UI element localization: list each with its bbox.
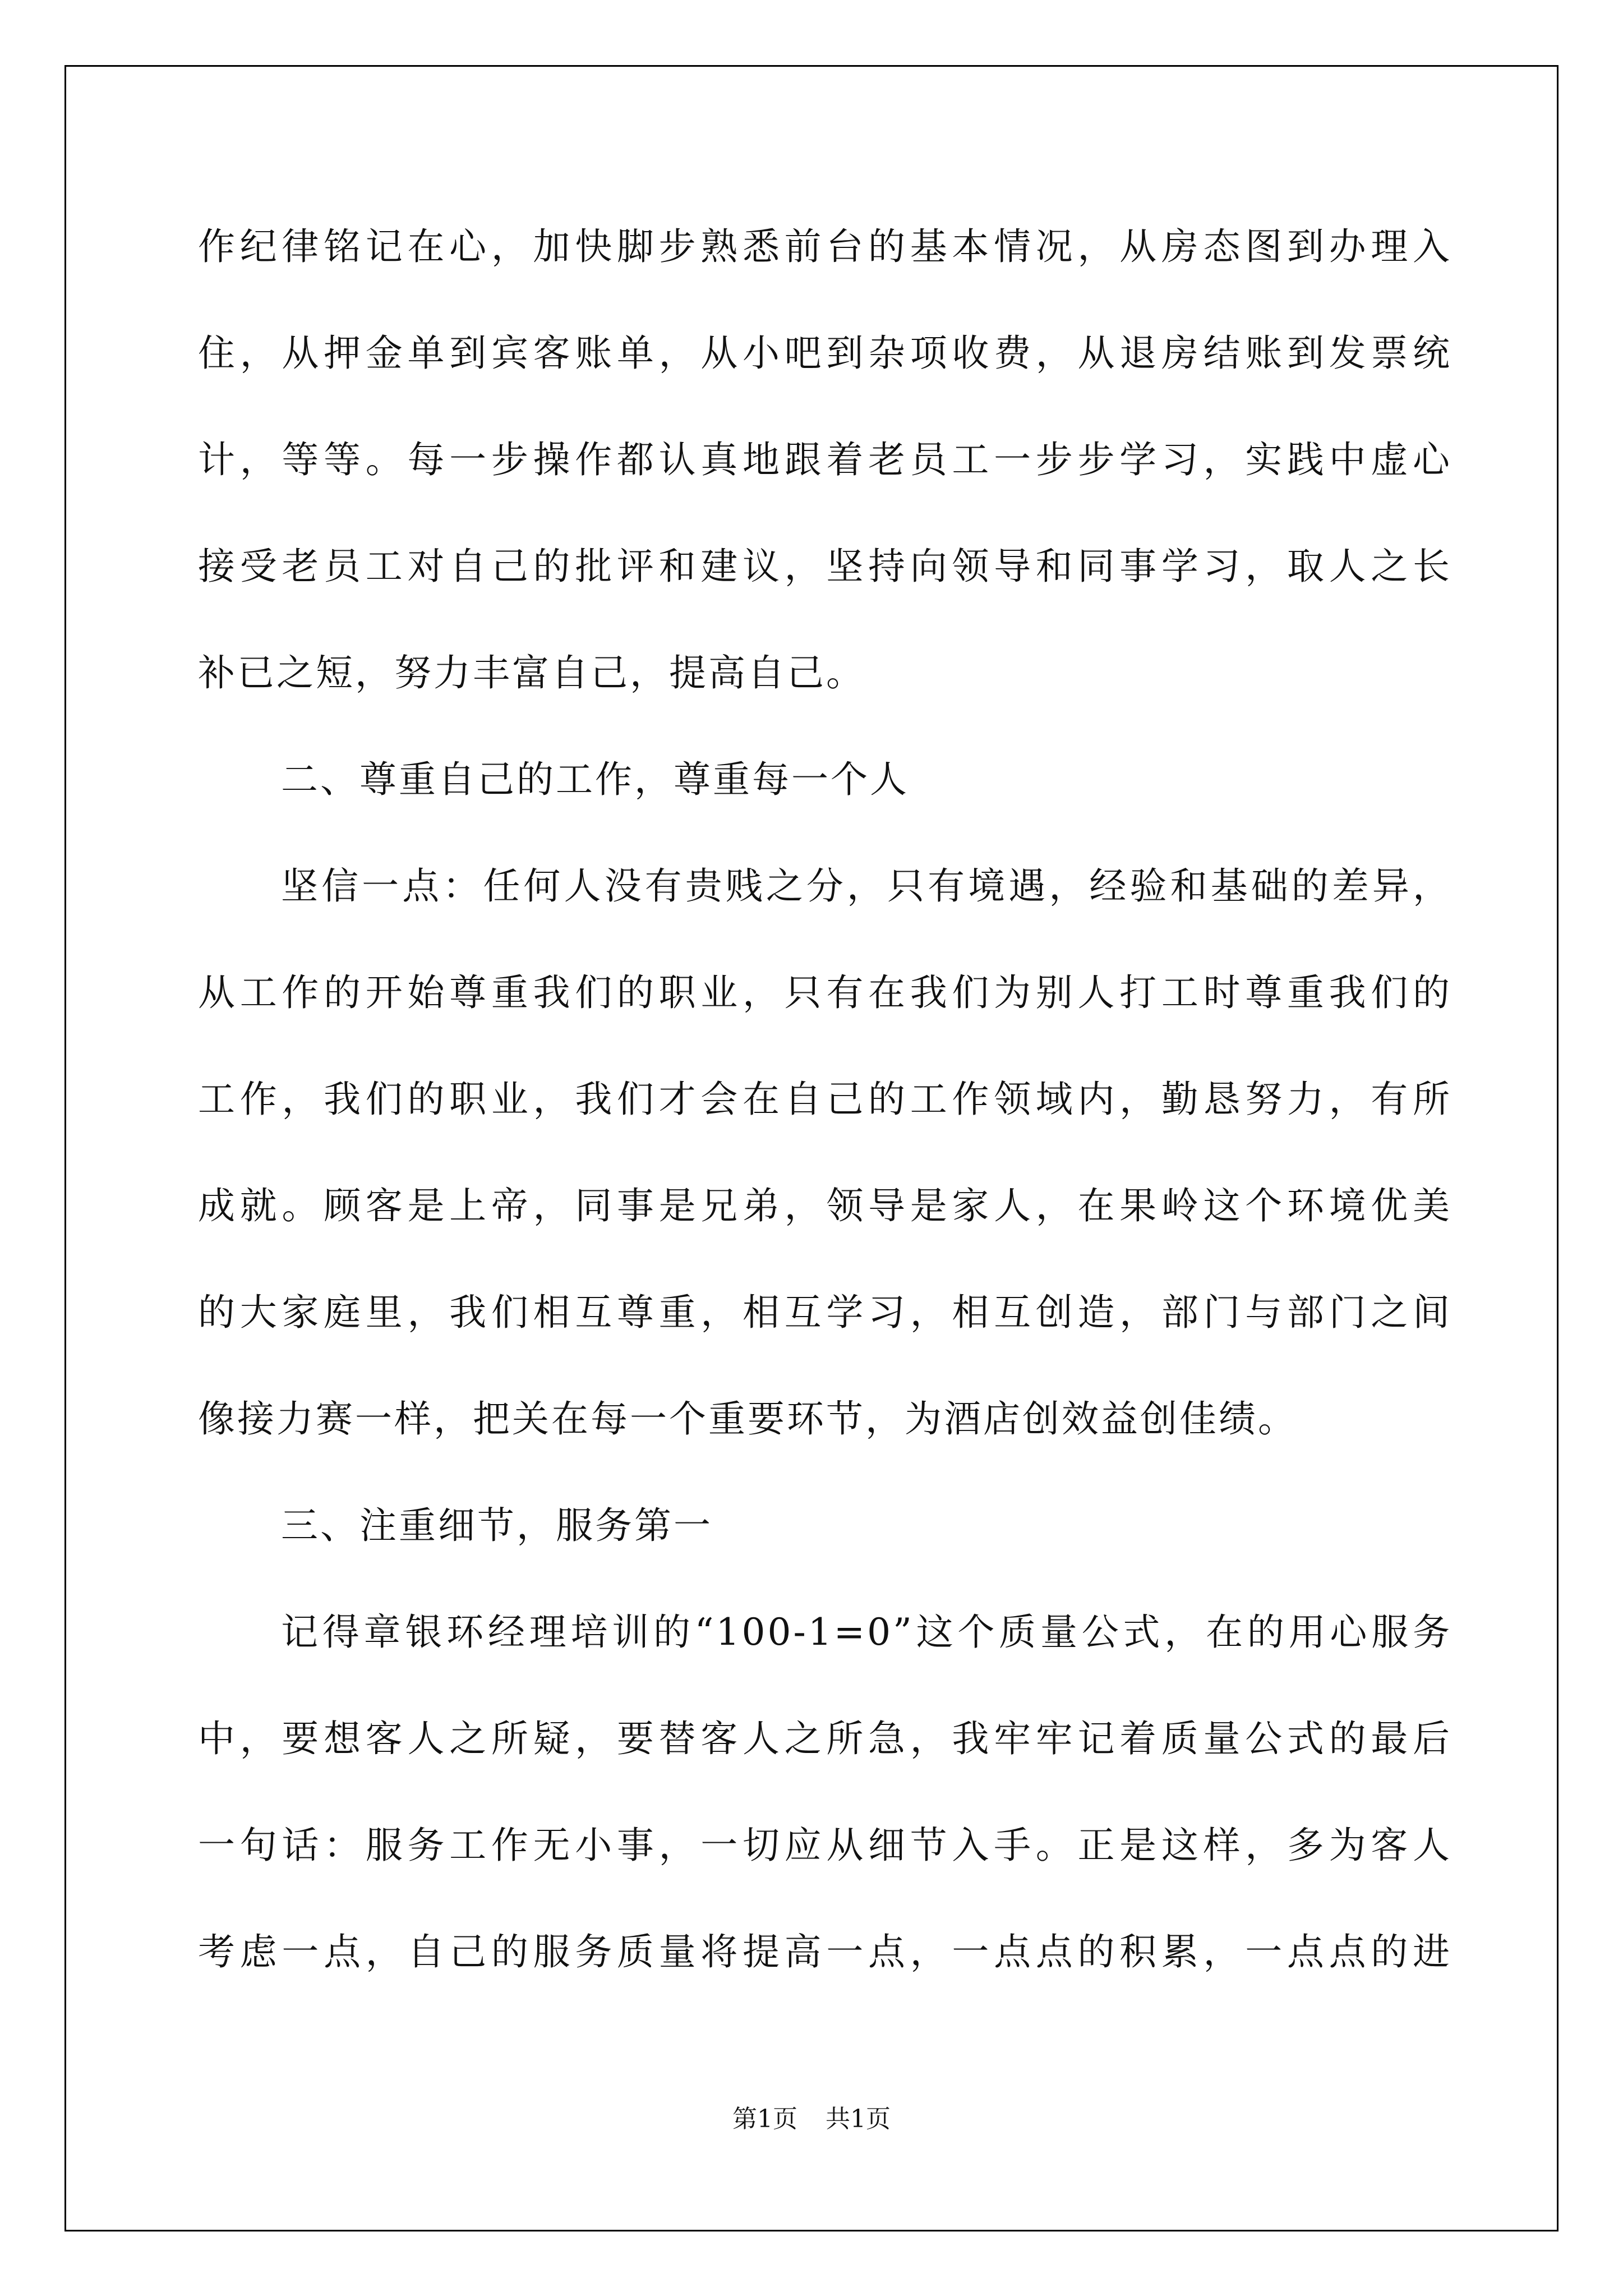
page-number-total: 共1页 — [826, 2105, 891, 2133]
document-body — [198, 194, 1452, 2005]
text-line: 考虑一点，自己的服务质量将提高一点，一点点的积累，一点点的进 — [198, 1930, 1452, 1973]
text-line: 中，要想客人之所疑，要替客人之所急，我牢牢记着质量公式的最后 — [198, 1717, 1452, 1760]
text-line: 的大家庭里，我们相互尊重，相互学习，相互创造，部门与部门之间 — [198, 1291, 1452, 1334]
text-line: 像接力赛一样，把关在每一个重要环节，为酒店创效益创佳绩。 — [198, 1397, 1297, 1441]
text-line: 补已之短，努力丰富自己，提高自己。 — [198, 651, 865, 694]
page-footer — [0, 2102, 1623, 2136]
page-number-current: 第1页 — [732, 2105, 797, 2133]
text-line: 一句话：服务工作无小事，一切应从细节入手。正是这样，多为客人 — [198, 1824, 1452, 1867]
text-line: 计，等等。每一步操作都认真地跟着老员工一步步学习，实践中虚心 — [198, 438, 1452, 481]
text-line: 成就。顾客是上帝，同事是兄弟，领导是家人，在果岭这个环境优美 — [198, 1184, 1452, 1227]
text-line: 从工作的开始尊重我们的职业，只有在我们为别人打工时尊重我们的 — [198, 971, 1452, 1014]
paragraph-first-line: 记得章银环经理培训的“100-1=0”这个质量公式，在的用心服务 — [281, 1611, 1452, 1654]
section-heading: 三、注重细节，服务第一 — [281, 1504, 713, 1547]
paragraph-first-line: 坚信一点：任何人没有贵贱之分，只有境遇，经验和基础的差异， — [281, 864, 1452, 908]
text-line: 工作，我们的职业，我们才会在自己的工作领域内，勤恳努力，有所 — [198, 1078, 1452, 1121]
section-heading: 二、尊重自己的工作，尊重每一个人 — [281, 758, 909, 801]
text-line: 住，从押金单到宾客账单，从小吧到杂项收费，从退房结账到发票统 — [198, 332, 1452, 375]
text-line: 接受老员工对自己的批评和建议，坚持向领导和同事学习，取人之长 — [198, 545, 1452, 588]
text-line: 作纪律铭记在心，加快脚步熟悉前台的基本情况，从房态图到办理入 — [198, 225, 1452, 268]
